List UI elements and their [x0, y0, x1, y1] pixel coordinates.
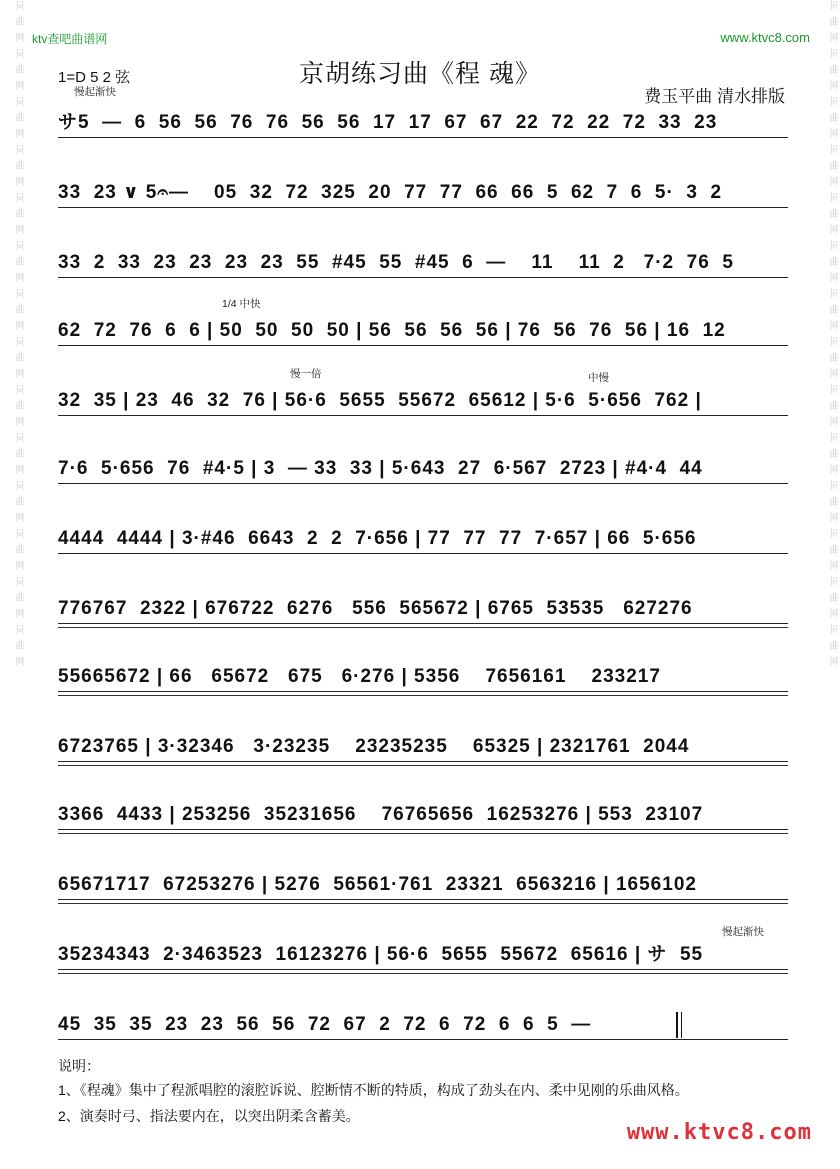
underline-eighth	[58, 207, 788, 208]
score-line-3: 33 2 33 23 23 23 23 55 #45 55 #45 6 — 11 11 2 7·2 76 5	[58, 252, 734, 273]
underline-sixteenth	[58, 973, 788, 974]
tempo-mark-start: 慢起渐快	[74, 86, 116, 98]
tempo-mark-mid: 1/4 中快	[222, 298, 261, 310]
underline-sixteenth	[58, 765, 788, 766]
underline-sixteenth	[58, 903, 788, 904]
final-barline-thin	[681, 1012, 682, 1038]
score-line-6: 7·6 5·656 76 #4·5 | 3 — 33 33 | 5·643 27 6·567 2723 | #4·4 44	[58, 458, 703, 479]
side-watermark-left: 词曲网词曲网词曲网词曲网词曲网词曲网词曲网词曲网词曲网词曲网词曲网词曲网词曲网词曲网	[13, 0, 24, 672]
watermark-top-right: www.ktvc8.com	[720, 30, 810, 45]
underline-sixteenth	[58, 627, 788, 628]
underline-eighth	[58, 899, 788, 900]
underline-eighth	[58, 829, 788, 830]
page-title: 京胡练习曲《程 魂》	[299, 60, 541, 88]
score-line-7: 4444 4444 | 3·#46 6643 2 2 7·656 | 77 77 77 7·657 | 66 5·656	[58, 528, 697, 549]
score-line-5: 32 35 | 23 46 32 76 | 56·6 5655 55672 65612 | 5·6 5·656 762 |	[58, 390, 702, 411]
note-item-1: 1、《程魂》集中了程派唱腔的滚腔诉说、腔断情不断的特质，构成了劲头在内、柔中见刚的乐曲风格。	[58, 1082, 689, 1098]
notes-heading: 说明：	[58, 1058, 100, 1074]
note-item-2: 2、演奏时弓、指法要内在，以突出阴柔含蓄美。	[58, 1108, 360, 1124]
watermark-top-left: ktv查吧曲谱网	[32, 32, 108, 46]
underline-eighth	[58, 1039, 788, 1040]
score-line-12: 65671717 67253276 | 5276 56561·761 23321 6563216 | 1656102	[58, 874, 697, 895]
score-line-2: 33 23 ∨ 5𝄐— 05 32 72 325 20 77 77 66 66 5 62 7 6 5· 3 2	[58, 182, 723, 203]
tempo-mark-end: 慢起渐快	[722, 926, 764, 938]
score-line-10: 6723765 | 3·32346 3·23235 23235235 65325 | 2321761 2044	[58, 736, 690, 757]
underline-eighth	[58, 969, 788, 970]
tempo-mark-slow: 慢一倍	[290, 368, 322, 380]
underline-eighth	[58, 761, 788, 762]
watermark-bottom-right: www.ktvc8.com	[626, 1120, 812, 1145]
final-barline	[676, 1012, 678, 1038]
side-watermark-right: 词曲网词曲网词曲网词曲网词曲网词曲网词曲网词曲网词曲网词曲网词曲网词曲网词曲网词曲网	[827, 0, 838, 672]
score-line-1: サ5 — 6 56 56 76 76 56 56 17 17 67 67 22 72 22 72 33 23	[58, 112, 718, 133]
score-line-13: 35234343 2·3463523 16123276 | 56·6 5655 55672 65616 | サ 55	[58, 944, 704, 965]
underline-eighth	[58, 483, 788, 484]
underline-eighth	[58, 277, 788, 278]
score-line-8: 776767 2322 | 676722 6276 556 565672 | 6765 53535 627276	[58, 598, 693, 619]
tempo-mark-medium-slow: 中慢	[588, 372, 609, 384]
composer-credit: 费玉平曲 清水排版	[644, 87, 785, 106]
underline-sixteenth	[58, 833, 788, 834]
underline-eighth	[58, 415, 788, 416]
underline-eighth	[58, 691, 788, 692]
score-line-9: 55665672 | 66 65672 675 6·276 | 5356 7656161 233217	[58, 666, 661, 687]
key-signature: 1=D 5 2 弦	[58, 69, 131, 86]
score-line-14: 45 35 35 23 23 56 56 72 67 2 72 6 72 6 6 5 —	[58, 1014, 592, 1035]
underline-eighth	[58, 623, 788, 624]
score-line-11: 3366 4433 | 253256 35231656 76765656 16253276 | 553 23107	[58, 804, 704, 825]
underline-eighth	[58, 137, 788, 138]
score-line-4: 62 72 76 6 6 | 50 50 50 50 | 56 56 56 56 | 76 56 76 56 | 16 12	[58, 320, 726, 341]
underline-eighth	[58, 345, 788, 346]
underline-eighth	[58, 553, 788, 554]
underline-sixteenth	[58, 695, 788, 696]
